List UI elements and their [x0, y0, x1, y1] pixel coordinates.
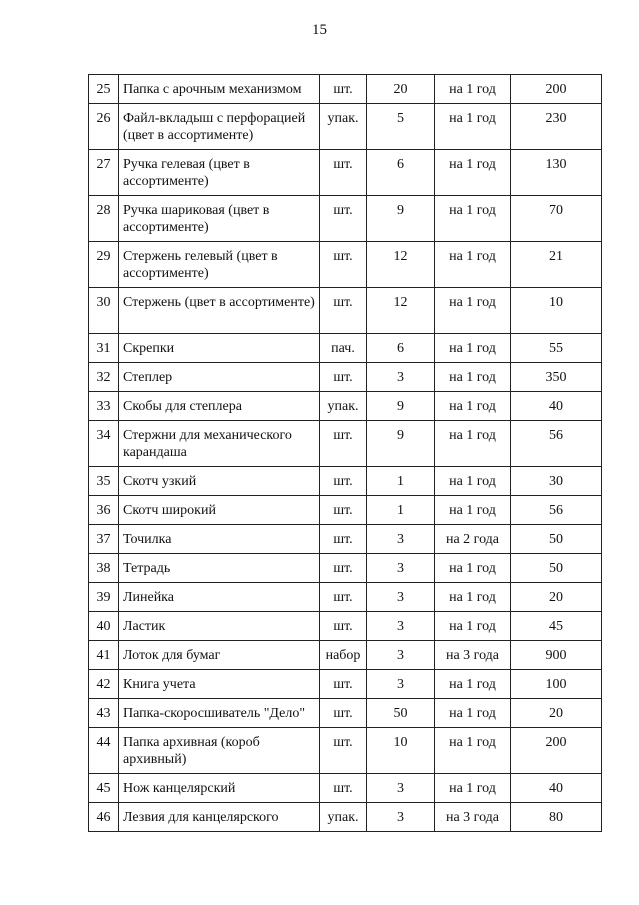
row-number-cell: 46	[89, 803, 119, 832]
period-cell: на 1 год	[435, 196, 511, 242]
quantity-cell: 1	[367, 467, 435, 496]
period-cell: на 1 год	[435, 242, 511, 288]
period-cell: на 1 год	[435, 774, 511, 803]
unit-cell: шт.	[320, 196, 367, 242]
row-number-cell: 28	[89, 196, 119, 242]
item-name-cell: Тетрадь	[119, 554, 320, 583]
item-name-cell: Ручка гелевая (цвет в ассортименте)	[119, 150, 320, 196]
table-row	[89, 728, 602, 774]
quantity-cell: 3	[367, 803, 435, 832]
item-name-cell: Лезвия для канцелярского	[119, 803, 320, 832]
table-row	[89, 288, 602, 334]
quantity-cell: 1	[367, 496, 435, 525]
unit-cell: шт.	[320, 525, 367, 554]
item-name-cell: Папка архивная (короб архивный)	[119, 728, 320, 774]
table-row	[89, 699, 602, 728]
period-cell: на 1 год	[435, 104, 511, 150]
row-number-cell: 38	[89, 554, 119, 583]
item-name-cell: Книга учета	[119, 670, 320, 699]
row-number-cell: 34	[89, 421, 119, 467]
price-cell: 20	[511, 583, 602, 612]
item-name-cell: Ластик	[119, 612, 320, 641]
row-number-cell: 27	[89, 150, 119, 196]
quantity-cell: 6	[367, 150, 435, 196]
price-cell: 40	[511, 774, 602, 803]
unit-cell: шт.	[320, 583, 367, 612]
supplies-table	[88, 74, 602, 832]
table-row	[89, 334, 602, 363]
item-name-cell: Файл-вкладыш с перфорацией (цвет в ассортименте)	[119, 104, 320, 150]
price-cell: 900	[511, 641, 602, 670]
period-cell: на 1 год	[435, 150, 511, 196]
quantity-cell: 3	[367, 641, 435, 670]
quantity-cell: 3	[367, 554, 435, 583]
item-name-cell: Степлер	[119, 363, 320, 392]
table-row	[89, 75, 602, 104]
quantity-cell: 10	[367, 728, 435, 774]
quantity-cell: 3	[367, 670, 435, 699]
item-name-cell: Стержень гелевый (цвет в ассортименте)	[119, 242, 320, 288]
price-cell: 50	[511, 525, 602, 554]
unit-cell: шт.	[320, 150, 367, 196]
unit-cell: упак.	[320, 104, 367, 150]
quantity-cell: 9	[367, 196, 435, 242]
table-row	[89, 554, 602, 583]
table-row	[89, 392, 602, 421]
unit-cell: шт.	[320, 728, 367, 774]
period-cell: на 3 года	[435, 803, 511, 832]
table-row	[89, 196, 602, 242]
period-cell: на 1 год	[435, 496, 511, 525]
period-cell: на 3 года	[435, 641, 511, 670]
period-cell: на 1 год	[435, 612, 511, 641]
supplies-table-body	[89, 75, 602, 832]
period-cell: на 1 год	[435, 75, 511, 104]
row-number-cell: 45	[89, 774, 119, 803]
period-cell: на 1 год	[435, 392, 511, 421]
unit-cell: шт.	[320, 242, 367, 288]
period-cell: на 1 год	[435, 363, 511, 392]
quantity-cell: 9	[367, 392, 435, 421]
period-cell: на 1 год	[435, 467, 511, 496]
item-name-cell: Лоток для бумаг	[119, 641, 320, 670]
row-number-cell: 42	[89, 670, 119, 699]
price-cell: 50	[511, 554, 602, 583]
quantity-cell: 5	[367, 104, 435, 150]
price-cell: 200	[511, 75, 602, 104]
table-row	[89, 670, 602, 699]
period-cell: на 1 год	[435, 670, 511, 699]
table-row	[89, 496, 602, 525]
quantity-cell: 3	[367, 612, 435, 641]
page-number: 15	[312, 22, 327, 38]
item-name-cell: Нож канцелярский	[119, 774, 320, 803]
table-row	[89, 525, 602, 554]
price-cell: 21	[511, 242, 602, 288]
quantity-cell: 6	[367, 334, 435, 363]
price-cell: 70	[511, 196, 602, 242]
price-cell: 100	[511, 670, 602, 699]
row-number-cell: 43	[89, 699, 119, 728]
table-row	[89, 612, 602, 641]
quantity-cell: 12	[367, 242, 435, 288]
item-name-cell: Скобы для степлера	[119, 392, 320, 421]
table-row	[89, 363, 602, 392]
quantity-cell: 3	[367, 774, 435, 803]
row-number-cell: 37	[89, 525, 119, 554]
row-number-cell: 25	[89, 75, 119, 104]
price-cell: 230	[511, 104, 602, 150]
unit-cell: шт.	[320, 421, 367, 467]
period-cell: на 1 год	[435, 583, 511, 612]
row-number-cell: 31	[89, 334, 119, 363]
table-row	[89, 104, 602, 150]
item-name-cell: Папка-скоросшиватель "Дело"	[119, 699, 320, 728]
price-cell: 200	[511, 728, 602, 774]
item-name-cell: Скрепки	[119, 334, 320, 363]
row-number-cell: 26	[89, 104, 119, 150]
item-name-cell: Стержни для механического карандаша	[119, 421, 320, 467]
unit-cell: шт.	[320, 496, 367, 525]
unit-cell: пач.	[320, 334, 367, 363]
row-number-cell: 29	[89, 242, 119, 288]
unit-cell: шт.	[320, 612, 367, 641]
row-number-cell: 30	[89, 288, 119, 334]
unit-cell: упак.	[320, 392, 367, 421]
price-cell: 10	[511, 288, 602, 334]
quantity-cell: 3	[367, 363, 435, 392]
unit-cell: шт.	[320, 75, 367, 104]
period-cell: на 1 год	[435, 699, 511, 728]
row-number-cell: 33	[89, 392, 119, 421]
table-row	[89, 641, 602, 670]
table-row	[89, 803, 602, 832]
unit-cell: шт.	[320, 670, 367, 699]
table-row	[89, 421, 602, 467]
row-number-cell: 32	[89, 363, 119, 392]
quantity-cell: 3	[367, 525, 435, 554]
price-cell: 130	[511, 150, 602, 196]
unit-cell: шт.	[320, 554, 367, 583]
table-row	[89, 242, 602, 288]
row-number-cell: 41	[89, 641, 119, 670]
item-name-cell: Линейка	[119, 583, 320, 612]
table-row	[89, 774, 602, 803]
period-cell: на 1 год	[435, 421, 511, 467]
unit-cell: шт.	[320, 467, 367, 496]
price-cell: 40	[511, 392, 602, 421]
row-number-cell: 35	[89, 467, 119, 496]
unit-cell: шт.	[320, 288, 367, 334]
quantity-cell: 9	[367, 421, 435, 467]
table-row	[89, 583, 602, 612]
item-name-cell: Ручка шариковая (цвет в ассортименте)	[119, 196, 320, 242]
item-name-cell: Скотч узкий	[119, 467, 320, 496]
row-number-cell: 44	[89, 728, 119, 774]
quantity-cell: 50	[367, 699, 435, 728]
period-cell: на 1 год	[435, 554, 511, 583]
period-cell: на 2 года	[435, 525, 511, 554]
price-cell: 55	[511, 334, 602, 363]
table-row	[89, 150, 602, 196]
unit-cell: набор	[320, 641, 367, 670]
row-number-cell: 39	[89, 583, 119, 612]
item-name-cell: Точилка	[119, 525, 320, 554]
unit-cell: шт.	[320, 774, 367, 803]
price-cell: 56	[511, 421, 602, 467]
price-cell: 80	[511, 803, 602, 832]
item-name-cell: Стержень (цвет в ассортименте)	[119, 288, 320, 334]
period-cell: на 1 год	[435, 288, 511, 334]
price-cell: 45	[511, 612, 602, 641]
row-number-cell: 36	[89, 496, 119, 525]
quantity-cell: 20	[367, 75, 435, 104]
quantity-cell: 12	[367, 288, 435, 334]
row-number-cell: 40	[89, 612, 119, 641]
price-cell: 30	[511, 467, 602, 496]
item-name-cell: Папка с арочным механизмом	[119, 75, 320, 104]
period-cell: на 1 год	[435, 334, 511, 363]
table-row	[89, 467, 602, 496]
unit-cell: шт.	[320, 363, 367, 392]
unit-cell: упак.	[320, 803, 367, 832]
period-cell: на 1 год	[435, 728, 511, 774]
price-cell: 350	[511, 363, 602, 392]
unit-cell: шт.	[320, 699, 367, 728]
item-name-cell: Скотч широкий	[119, 496, 320, 525]
quantity-cell: 3	[367, 583, 435, 612]
price-cell: 56	[511, 496, 602, 525]
price-cell: 20	[511, 699, 602, 728]
